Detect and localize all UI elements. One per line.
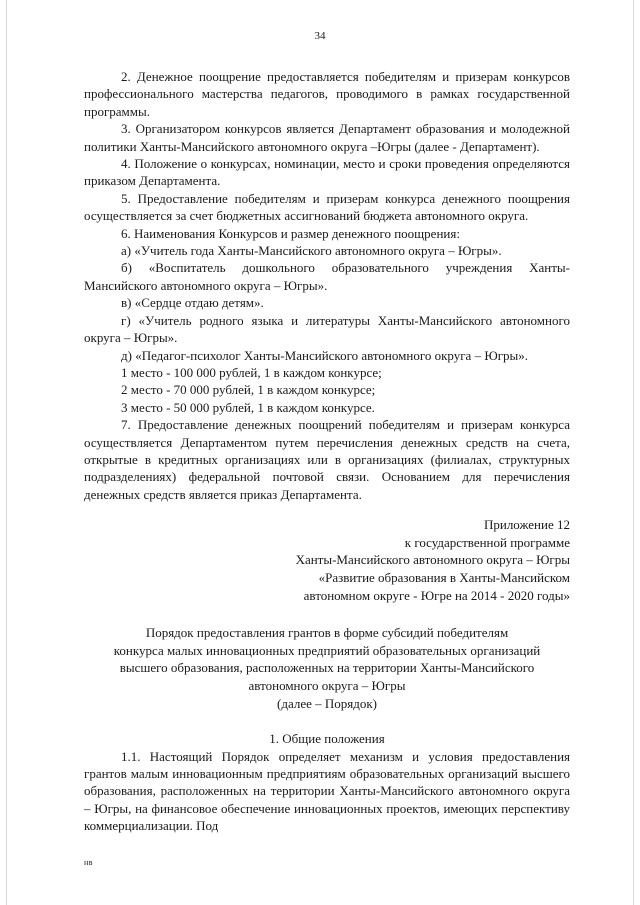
list-item: в) «Сердце отдаю детям». xyxy=(121,295,264,311)
prize-line: 2 место - 70 000 рублей, 1 в каждом конкурсе; xyxy=(121,382,376,398)
list-item: б) «Воспитатель дошкольного образовательного учреждения Ханты-Мансийского автономного округа – Югры». xyxy=(84,260,570,293)
title-line: конкурса малых инновационных предприятий образовательных организаций xyxy=(113,642,541,658)
paragraph: 6. Наименования Конкурсов и размер денежного поощрения: xyxy=(121,225,460,241)
page-number: 34 xyxy=(314,30,326,42)
appendix-line: автономном округе - Югре на 2014 - 2020 годы» xyxy=(303,587,570,603)
appendix-line: к государственной программе xyxy=(404,534,570,550)
paragraph: 4. Положение о конкурсах, номинации, место и сроки проведения определяются приказом Департамента. xyxy=(84,156,570,189)
title-line: высшего образования, расположенных на территории Ханты-Мансийского xyxy=(119,660,535,676)
prize-line: 1 место - 100 000 рублей, 1 в каждом конкурсе; xyxy=(121,364,382,380)
section-heading: 1. Общие положения xyxy=(269,731,385,747)
title-line: автономного округа – Югры xyxy=(248,677,406,693)
list-item: д) «Педагог-психолог Ханты-Мансийского автономного округа – Югры». xyxy=(121,347,529,363)
paragraph: 5. Предоставление победителям и призерам конкурса денежного поощрения осуществляется за счет бюджетных ассигнований бюджета автономного округа. xyxy=(84,190,570,224)
appendix-line: Ханты-Мансийского автономного округа – Югры xyxy=(295,552,570,568)
footer-mark: нв xyxy=(84,858,94,867)
document-title xyxy=(84,624,570,712)
list-item: а) «Учитель года Ханты-Мансийского автономного округа – Югры». xyxy=(121,243,502,259)
paragraph: 3. Организатором конкурсов является Департамент образования и молодежной политики Ханты-Мансийского автономного округа –Югры (далее - Департамент). xyxy=(84,121,570,154)
list-item: г) «Учитель родного языка и литературы Ханты-Мансийского автономного округа – Югры». xyxy=(84,312,570,346)
appendix-line: Приложение 12 xyxy=(483,517,570,533)
prize-line: 3 место - 50 000 рублей, 1 в каждом конкурсе. xyxy=(121,399,375,415)
document-body xyxy=(84,68,570,835)
paragraph: 7. Предоставление денежных поощрений победителям и призерам конкурса осуществляется Департаментом путем перечисления денежных средств на счета, открытые в кредитных организациях или в организациях (филиалах, структурных подразделениях) федеральной почтовой связи. Основанием для перечисления денежных средств является приказ Департамента. xyxy=(84,417,570,502)
section-paragraph: 1.1. Настоящий Порядок определяет механизм и условия предоставления грантов малым инновационным предприятиям образовательных организаций высшего образования, расположенных на территории Ханты-Мансийского автономного округа – Югры, на финансовое обеспечение инновационных проектов, имеющих перспективу коммерциализации. Под xyxy=(84,748,570,834)
paragraph: 2. Денежное поощрение предоставляется победителям и призерам конкурсов профессионального мастерства педагогов, проводимого в рамках государственной программы. xyxy=(84,69,570,119)
scan-edge-right xyxy=(633,0,634,905)
scan-edge-left xyxy=(6,0,7,905)
title-line: Порядок предоставления грантов в форме субсидий победителям xyxy=(145,625,509,641)
title-line: (далее – Порядок) xyxy=(277,695,377,711)
appendix-line: «Развитие образования в Ханты-Мансийском xyxy=(318,569,570,585)
appendix-block xyxy=(84,516,570,604)
